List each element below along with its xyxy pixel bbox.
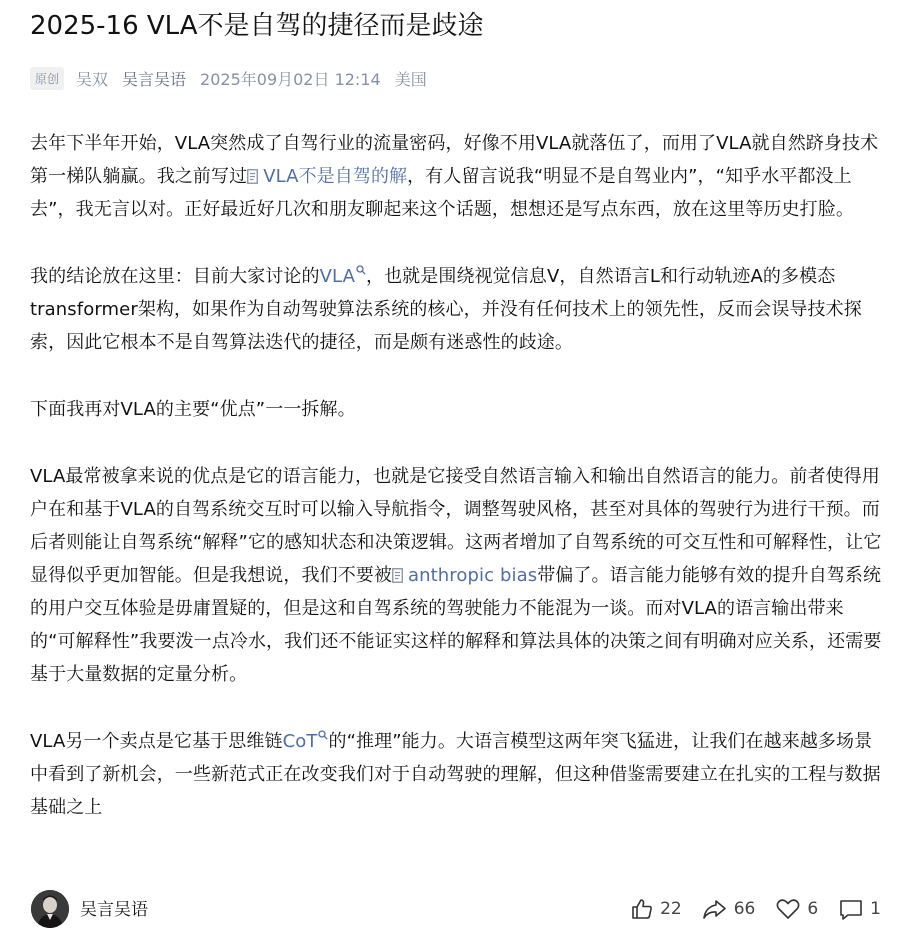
action-group (610, 894, 881, 924)
author-name: 吴双 (76, 69, 109, 89)
article-content (30, 127, 882, 824)
search-icon (318, 730, 328, 740)
link-text: anthropic bias (408, 565, 538, 586)
paragraph-text: ，也就是围绕视觉信息V，自然语言L和行动轨迹A的多模态transformer架构，如果作为自动驾驶算法系统的核心，并没有任何技术上的领先性，反而会误导技术探索，因此它根本不是自驾算法迭代的捷径，而是颇有迷惑性的歧途。 (30, 266, 862, 353)
bottom-action-bar (0, 870, 909, 944)
article-link-vla-not-solution[interactable] (247, 166, 407, 187)
share-button[interactable] (702, 897, 756, 921)
original-badge: 原创 (30, 67, 64, 90)
like-count: 22 (660, 899, 682, 919)
search-icon (356, 265, 366, 275)
paragraph-1 (30, 127, 882, 226)
like-button[interactable] (630, 897, 682, 921)
paragraph-5 (30, 725, 882, 824)
comment-count: 1 (870, 899, 881, 919)
paragraph-text: 我的结论放在这里：目前大家讨论的 (30, 266, 320, 287)
share-count: 66 (733, 899, 756, 919)
article (30, 0, 882, 868)
document-icon (392, 568, 403, 583)
comment-button[interactable] (838, 897, 881, 921)
paragraph-text: VLA另一个卖点是它基于思维链 (30, 731, 283, 752)
column-link[interactable]: 吴言吴语 (122, 69, 187, 89)
avatar-portrait-icon (31, 890, 69, 928)
content-fade (0, 848, 909, 870)
paragraph-2 (30, 260, 882, 359)
search-link-vla[interactable] (320, 266, 366, 287)
article-title: 2025-16 VLA不是自驾的捷径而是歧途 (30, 11, 484, 41)
link-text: CoT (282, 731, 318, 752)
document-icon (247, 169, 258, 184)
link-text: VLA (319, 266, 355, 287)
paragraph-text: 带偏了。语言能力能够有效的提升自驾系统的用户交互体验是毋庸置疑的，但是这和自驾系统的驾驶能力不能混为一谈。而对VLA的语言输出带来的“可解释性”我要泼一点冷水，我们还不能证实这样的解释和算法具体的决策之间有明确对应关系，还需要基于大量数据的定量分析。 (30, 565, 882, 685)
favorite-count: 6 (807, 899, 819, 919)
paragraph-text: ，有人留言说我“明显不是自驾业内”，“知乎水平都没上去”，我无言以对。正好最近好几次和朋友聊起来这个话题，想想还是写点东西，放在这里等历史打脸。 (30, 166, 854, 220)
paragraph-4 (30, 460, 882, 691)
publish-location: 美国 (394, 69, 427, 89)
avatar[interactable] (31, 890, 69, 928)
search-link-cot[interactable] (283, 731, 329, 752)
favorite-button[interactable] (775, 897, 818, 921)
article-link-anthropic-bias[interactable] (392, 565, 537, 586)
footer-author-name[interactable]: 吴言吴语 (80, 900, 148, 920)
paragraph-text: VLA最常被拿来说的优点是它的语言能力，也就是它接受自然语言输入和输出自然语言的能力。前者使得用户在和基于VLA的自驾系统交互时可以输入导航指令，调整驾驶风格，甚至对具体的驾驶行为进行干预。而后者则能让自驾系统“解释”它的感知状态和决策逻辑。这两者增加了自驾系统的可交互性和可解释性，让它显得似乎更加智能。但是我想说，我们不要被 (30, 466, 882, 586)
publish-date: 2025年09月02日 12:14 (200, 69, 381, 89)
link-text: VLA不是自驾的解 (263, 166, 408, 187)
comment-icon (838, 897, 864, 921)
heart-icon (775, 897, 801, 921)
paragraph-text: 的“推理”能力。大语言模型这两年突飞猛进，让我们在越来越多场景中看到了新机会，一些新范式正在改变我们对于自动驾驶的理解，但这种借鉴需要建立在扎实的工程与数据基础之上 (30, 731, 881, 818)
paragraph-text: 去年下半年开始，VLA突然成了自驾行业的流量密码，好像不用VLA就落伍了，而用了VLA就自然跻身技术第一梯队躺赢。我之前写过 (30, 133, 879, 187)
paragraph-3: 下面我再对VLA的主要“优点”一一拆解。 (30, 399, 356, 420)
article-meta (30, 65, 882, 91)
thumbs-up-icon (630, 897, 654, 921)
share-icon (702, 897, 728, 921)
